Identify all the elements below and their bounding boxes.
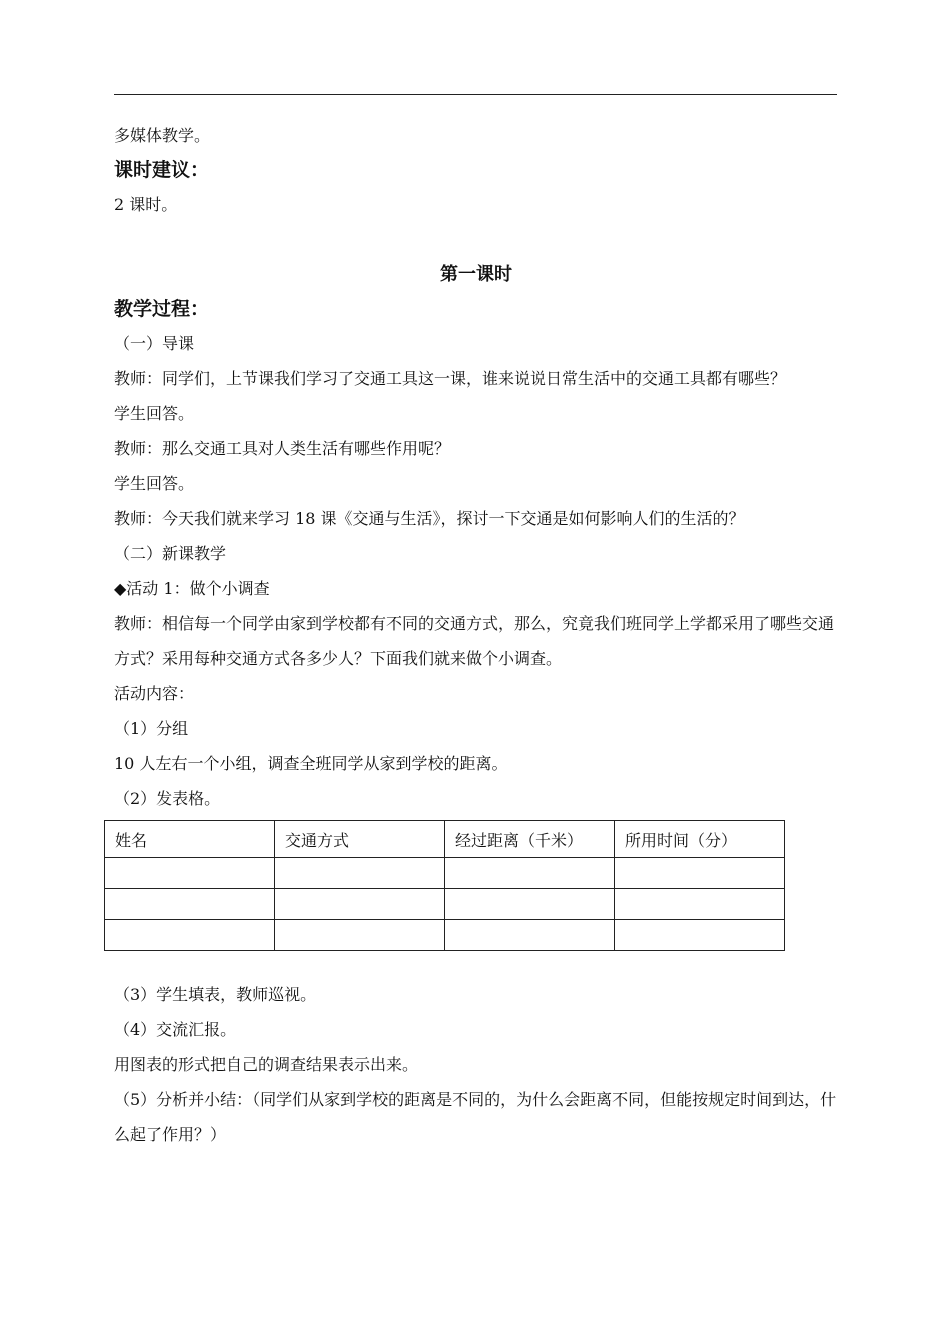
table-header-cell: 交通方式 <box>275 821 445 858</box>
step-5: （5）分析并小结：（同学们从家到学校的距离是不同的，为什么会距离不同，但能按规定时间到达，什么起了作用？） <box>114 1090 837 1144</box>
table-cell <box>105 858 275 889</box>
table-row <box>105 920 785 951</box>
activity-content-label: 活动内容： <box>114 684 195 703</box>
teacher-line-2: 教师：那么交通工具对人类生活有哪些作用呢？ <box>114 439 451 458</box>
table-cell <box>445 858 615 889</box>
section-new-lesson: （二）新课教学 <box>114 544 227 563</box>
step-3: （3）学生填表，教师巡视。 <box>114 985 317 1004</box>
heading-process: 教学过程： <box>114 298 210 320</box>
table-cell <box>615 889 785 920</box>
step-1: （1）分组 <box>114 719 189 738</box>
table-cell <box>105 889 275 920</box>
hours-line: 2 课时。 <box>114 195 178 214</box>
activity-title: ◆活动 1：做个小调查 <box>114 579 270 598</box>
table-row <box>105 858 785 889</box>
teacher-line-3: 教师：今天我们就来学习 18 课《交通与生活》，探讨一下交通是如何影响人们的生活的？ <box>114 509 745 528</box>
step-1-detail: 10 人左右一个小组，调查全班同学从家到学校的距离。 <box>114 754 508 773</box>
step-4-detail: 用图表的形式把自己的调查结果表示出来。 <box>114 1055 419 1074</box>
student-line-1: 学生回答。 <box>114 404 195 423</box>
method-line: 多媒体教学。 <box>114 126 211 145</box>
student-line-2: 学生回答。 <box>114 474 195 493</box>
table-header-cell: 所用时间（分） <box>615 821 785 858</box>
table-header-row <box>105 821 785 858</box>
table-header-cell: 经过距离（千米） <box>445 821 615 858</box>
step-4: （4）交流汇报。 <box>114 1020 237 1039</box>
teacher-line-4: 教师：相信每一个同学由家到学校都有不同的交通方式，那么，究竟我们班同学上学都采用了哪些交通方式？采用每种交通方式各多少人？下面我们就来做个小调查。 <box>114 614 835 668</box>
table-row <box>105 889 785 920</box>
table-cell <box>615 858 785 889</box>
document-body <box>114 118 838 1152</box>
table-cell <box>105 920 275 951</box>
survey-table <box>104 820 785 951</box>
table-cell <box>615 920 785 951</box>
lesson-title: 第一课时 <box>440 264 512 285</box>
step-2: （2）发表格。 <box>114 789 221 808</box>
table-cell <box>275 889 445 920</box>
header-rule <box>114 94 837 95</box>
table-cell <box>275 920 445 951</box>
table-cell <box>445 920 615 951</box>
teacher-line-1: 教师：同学们，上节课我们学习了交通工具这一课，谁来说说日常生活中的交通工具都有哪些？ <box>114 369 787 388</box>
table-cell <box>445 889 615 920</box>
table-header-cell: 姓名 <box>105 821 275 858</box>
table-cell <box>275 858 445 889</box>
section-intro: （一）导课 <box>114 334 195 353</box>
heading-hours: 课时建议： <box>114 159 210 181</box>
